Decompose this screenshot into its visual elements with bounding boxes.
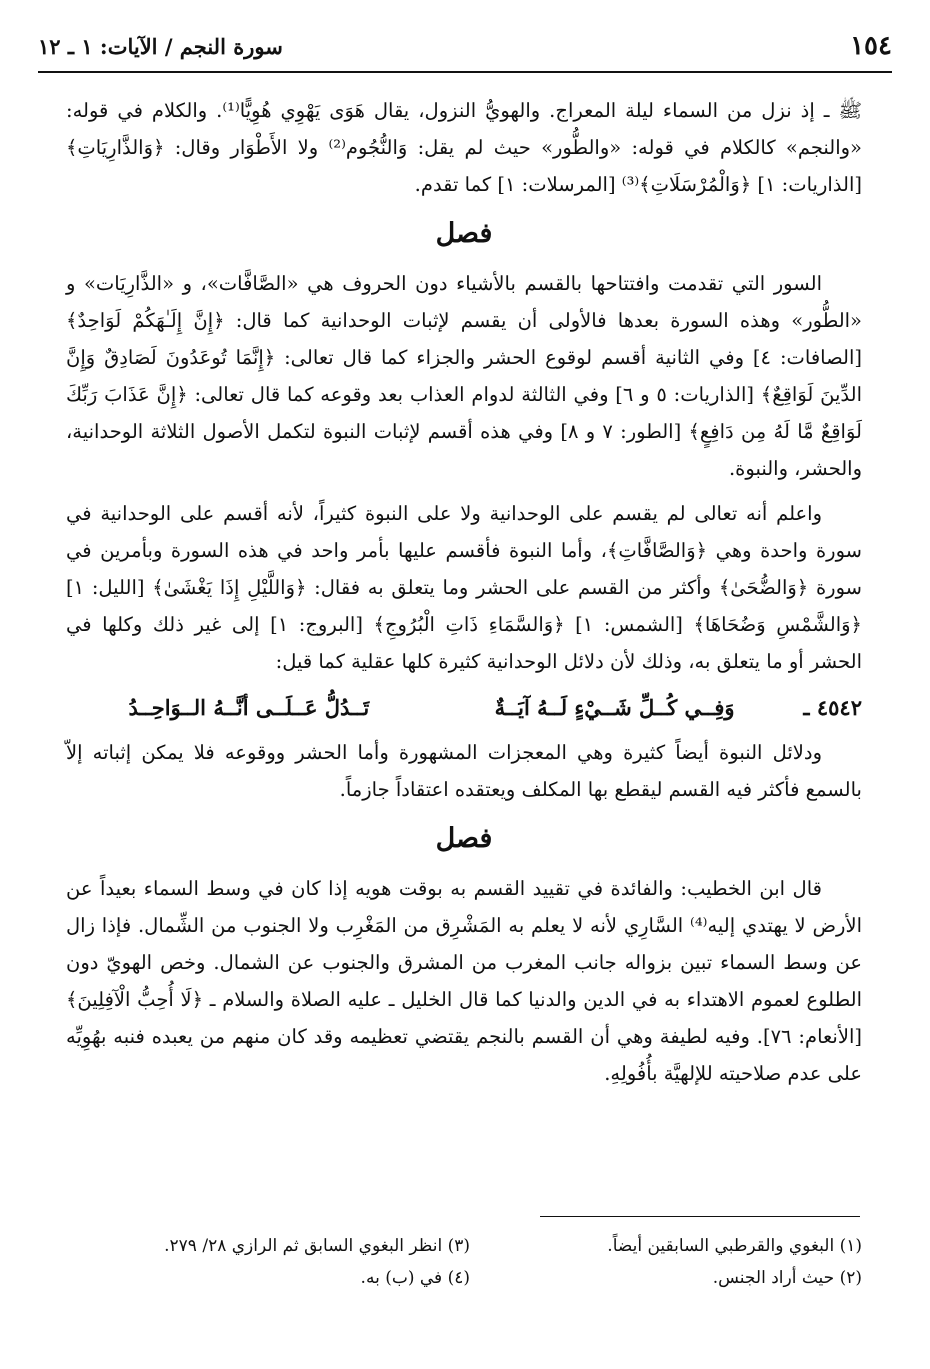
verse-number: ٤٥٤٢ ـ: [803, 695, 862, 720]
verse-first-hemistich: وَفِــي كُــلِّ شَــيْءٍ لَــهُ آيَــةٌ: [494, 695, 735, 720]
footnote-divider: [540, 1216, 860, 1217]
verse-second-hemistich: تَــدُلُّ عَــلَــى أنَّــهُ الــوَاحِــدُ: [128, 695, 370, 720]
section-heading-1: فصل: [435, 218, 493, 249]
paragraph-2: السور التي تقدمت وافتتاحها بالقسم بالأشياء دون الحروف هي «الصَّافَّات»، و «الذَّارِيَات» و «الطُّور» وهذه السورة بعدها فالأولى أن يقسم لإثبات الوحدانية كما قال: ﴿إِنَّ إِلَـٰهَكُمْ لَوَاحِدٌ﴾ [الصافات: ٤] وفي الثانية أقسم لوقوع الحشر والجزاء كما قال تعالى: ﴿إِنَّمَا تُوعَدُونَ لَصَادِقٌ وَإِنَّ الدِّينَ لَوَاقِعٌ﴾ [الذاريات: ٥ و ٦] وفي الثالثة لدوام العذاب بعد وقوعه كما قال تعالى: ﴿إِنَّ عَذَابَ رَبِّكَ لَوَاقِعٌ مَّا لَهُ مِن دَافِعٍ﴾ [الطور: ٧ و ٨] وفي هذه أقسم لإثبات النبوة لتكمل الأصول الثلاثة الوحدانية، والحشر، والنبوة.: [66, 272, 862, 480]
paragraph-4: ودلائل النبوة أيضاً كثيرة وهي المعجزات المشهورة وأما الحشر ووقوعه فلا يمكن إثباته إلاّ بالسمع فأكثر فيه القسم ليقطع بها المكلف ويعتقده اعتقاداً جازماً.: [66, 741, 862, 801]
paragraph-5: قال ابن الخطيب: والفائدة في تقييد القسم به بوقت هويه إذا كان في وسط السماء بعيداً عن الأرض لا يهتدي إليه⁽⁴⁾ السَّارِي لأنه لا يعلم به المَشْرِق من المَغْرِب ولا الجنوب من الشِّمال. فإذا زال عن وسط السماء تبين بزواله جانب المغرب من المشرق والجنوب عن الشمال. وخص الهويّ دون الطلوع لعموم الاهتداء به في الدين والدنيا كما قال الخليل ـ عليه الصلاة والسلام ـ ﴿لَا أُحِبُّ الْآفِلِينَ﴾ [الأنعام: ٧٦]. وفيه لطيفة وهي أن القسم بالنجم يقتضي تعظيمه وقد كان منهم من يعبده فنبه بهُوِيِّه على عدم صلاحيته للإلهيَّة بأُفُولِهِ.: [66, 877, 862, 1085]
section-heading-2: فصل: [435, 823, 493, 854]
main-text: [66, 92, 862, 1092]
footnotes: [78, 1230, 862, 1294]
footnote-3: (٣) انظر البغوي السابق ثم الرازي ٢٨/ ٢٧٩.: [164, 1236, 470, 1256]
page-header: [38, 26, 892, 66]
footnote-1: (١) البغوي والقرطبي السابقين أيضاً.: [607, 1236, 862, 1256]
page-number: ١٥٤: [850, 31, 892, 61]
paragraph-3: واعلم أنه تعالى لم يقسم على الوحدانية ولا على النبوة كثيراً، لأنه أقسم على الوحدانية في سورة واحدة وهي ﴿وَالصَّافَّاتِ﴾، وأما النبوة فأقسم عليها بأمر واحد في هذه السورة وبأمرين في سورة ﴿وَالضُّحَىٰ﴾ وأكثر من القسم على الحشر وما يتعلق به فقال: ﴿وَاللَّيْلِ إِذَا يَغْشَىٰ﴾ [الليل: ١] ﴿وَالشَّمْسِ وَضُحَاهَا﴾ [الشمس: ١] ﴿وَالسَّمَاءِ ذَاتِ الْبُرُوجِ﴾ [البروج: ١] إلى غير ذلك وكلها في الحشر أو ما يتعلق به، وذلك لأن دلائل الوحدانية كثيرة كلها عقلية كما قيل:: [66, 502, 862, 673]
header-divider: [38, 71, 892, 73]
footnotes-left-column: [78, 1230, 470, 1294]
paragraph-1: ﷺ ـ إذ نزل من السماء ليلة المعراج. والهويُّ النزول، يقال هَوَى يَهْوِي هُوِيًّا⁽¹⁾. والكلام في قوله: «والنجم» كالكلام في قوله: «والطُّور» حيث لم يقل: وَالنُّجُوم⁽²⁾ ولا الأَطْوَار وقال: ﴿وَالذَّارِيَاتِ﴾ [الذاريات: ١] ﴿وَالْمُرْسَلَاتِ﴾⁽³⁾ [المرسلات: ١] كما تقدم.: [66, 99, 862, 196]
footnote-4: (٤) في (ب) به.: [360, 1268, 470, 1288]
footnotes-right-column: [470, 1230, 862, 1294]
footnote-2: (٢) حيث أراد الجنس.: [712, 1268, 862, 1288]
running-title: سورة النجم / الآيات: ١ ـ ١٢: [38, 33, 283, 59]
poem-verse: [66, 684, 862, 732]
